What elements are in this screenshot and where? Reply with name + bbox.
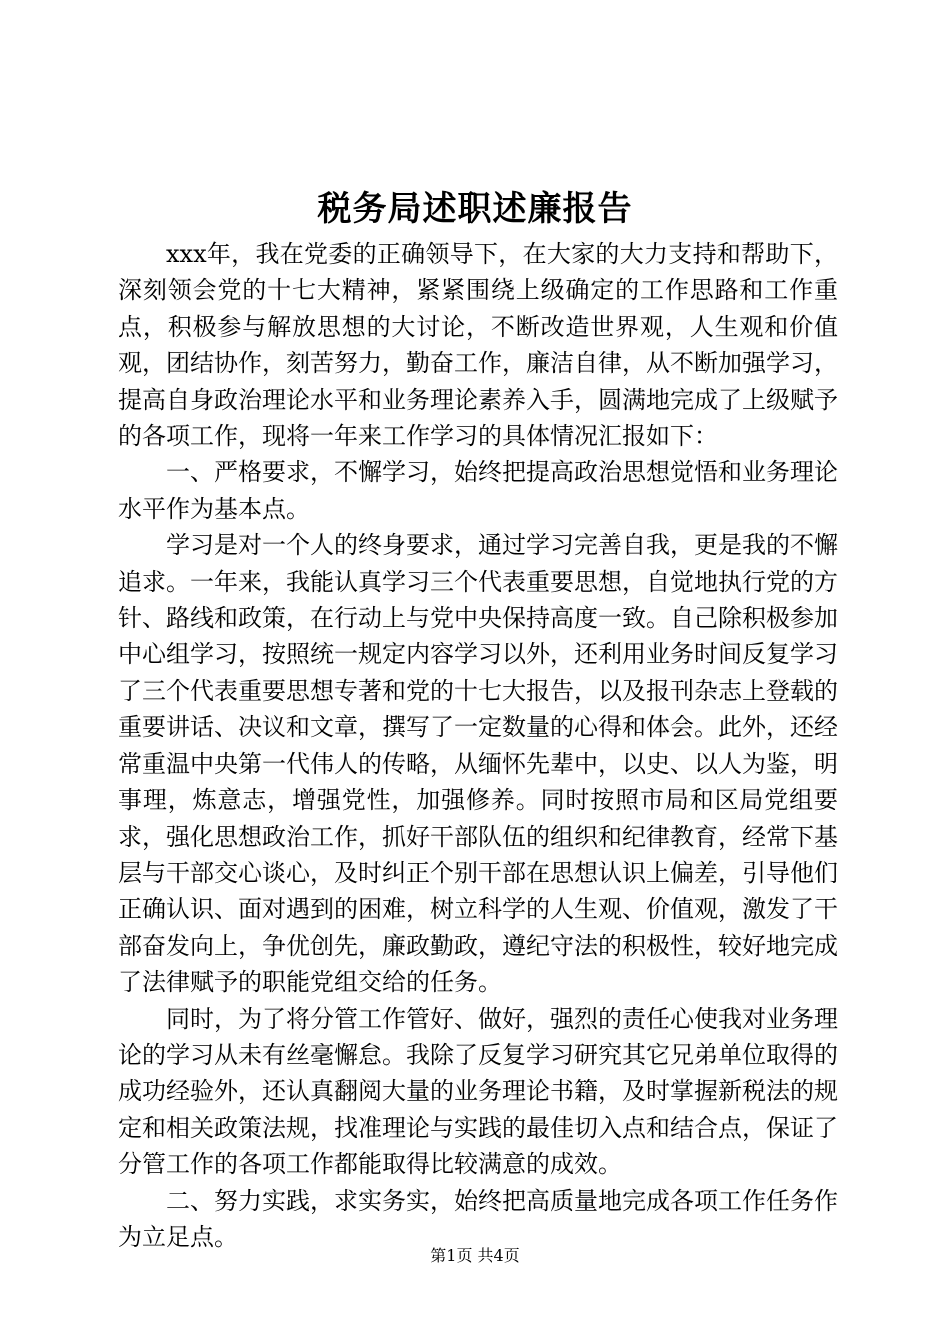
paragraph-study: 学习是对一个人的终身要求，通过学习完善自我，更是我的不懈追求。一年来，我能认真学习三个代表重要思想，自觉地执行党的方针、路线和政策，在行动上与党中央保持高度一致。自己除积极参加中心组学习，按照统一规定内容学习以外，还利用业务时间反复学习了三个代表重要思想专著和党的十七大报告，以及报刊杂志上登载的重要讲话、决议和文章，撰写了一定数量的心得和体会。此外，还经常重温中央第一代伟人的传略，从缅怀先辈中，以史、以人为鉴，明事理，炼意志，增强党性，加强修养。同时按照市局和区局党组要求，强化思想政治工作，抓好干部队伍的组织和纪律教育，经常下基层与干部交心谈心，及时纠正个别干部在思想认识上偏差，引导他们正确认识、面对遇到的困难，树立科学的人生观、价值观，激发了干部奋发向上，争优创先，廉政勤政，遵纪守法的积极性，较好地完成了法律赋予的职能党组交给的任务。 — [118, 531, 838, 997]
page-number: 第1页 共4页 — [430, 1246, 520, 1265]
document-title: 税务局述职述廉报告 — [317, 189, 633, 229]
document-body — [118, 236, 838, 1255]
paragraph-heading-1: 一、严格要求，不懈学习，始终把提高政治思想觉悟和业务理论水平作为基本点。 — [118, 458, 838, 523]
paragraph-business-theory: 同时，为了将分管工作管好、做好，强烈的责任心使我对业务理论的学习从未有丝毫懈怠。我除了反复学习研究其它兄弟单位取得的成功经验外，还认真翻阅大量的业务理论书籍，及时掌握新税法的规定和相关政策法规，找准理论与实践的最佳切入点和结合点，保证了分管工作的各项工作都能取得比较满意的成效。 — [118, 1004, 838, 1179]
paragraph-intro: xxx年，我在党委的正确领导下，在大家的大力支持和帮助下，深刻领会党的十七大精神，紧紧围绕上级确定的工作思路和工作重点，积极参与解放思想的大讨论，不断改造世界观，人生观和价值观，团结协作，刻苦努力，勤奋工作，廉洁自律，从不断加强学习，提高自身政治理论水平和业务理论素养入手，圆满地完成了上级赋予的各项工作，现将一年来工作学习的具体情况汇报如下： — [118, 240, 838, 451]
paragraph-heading-2: 二、努力实践，求实务实，始终把高质量地完成各项工作任务作为立足点。 — [118, 1186, 838, 1251]
